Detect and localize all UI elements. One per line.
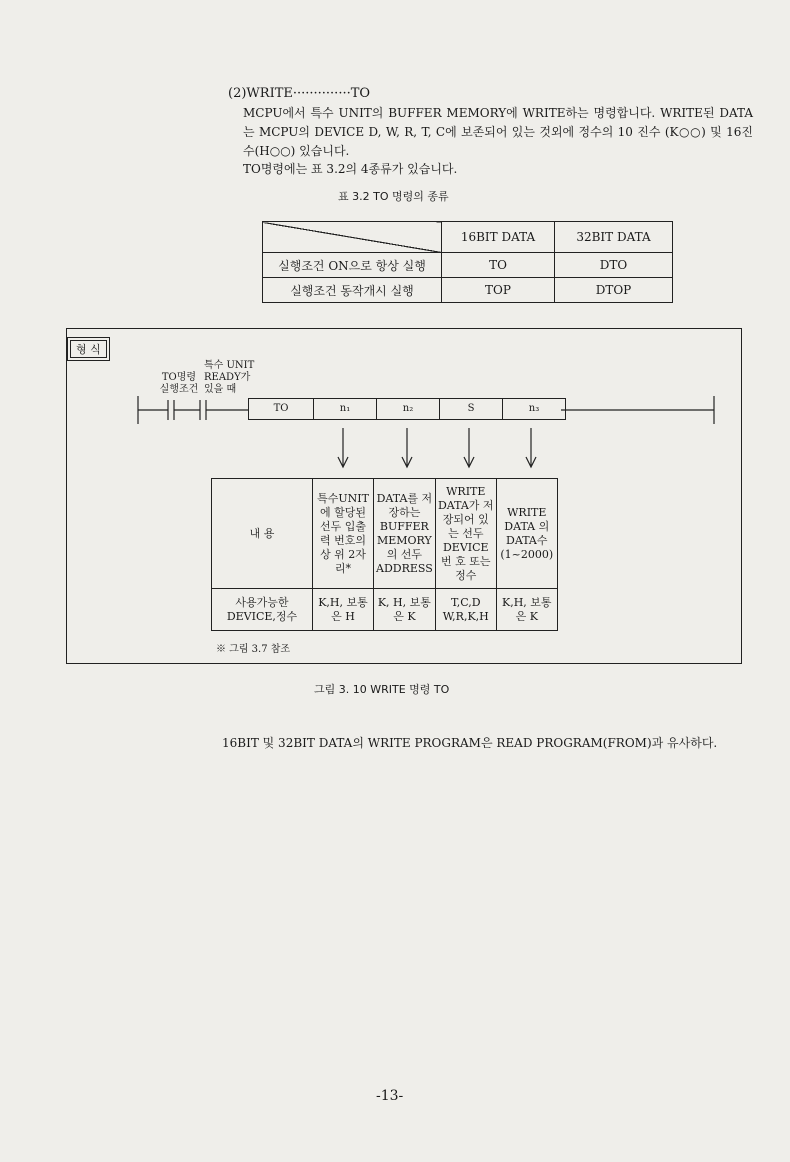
intro-note: TO명령에는 표 3.2의 4종류가 있습니다.	[243, 162, 458, 176]
cell-32bit: DTO	[555, 253, 673, 278]
operand-device-s: T,C,D W,R,K,H	[435, 589, 496, 631]
cell-16bit: TOP	[442, 278, 555, 303]
operand-s: S	[439, 399, 502, 419]
section-heading: (2)WRITE··············TO	[228, 86, 371, 101]
intro-paragraph: MCPU에서 특수 UNIT의 BUFFER MEMORY에 WRITE하는 명령합니다. WRITE된 DATA는 MCPU의 DEVICE D, W, R, T, C에 보존되어 있는 것외에 정수의 10 진수 (K○○) 및 16진수(H○○) 있습니다.	[243, 106, 753, 158]
operand-n3: n₃	[502, 399, 565, 419]
instruction-op: TO	[273, 403, 289, 414]
operand-device-n1: K,H, 보통은 H	[313, 589, 374, 631]
operand-content-s: WRITE DATA가 저장되어 있는 선두 DEVICE번 호 또는 정수	[435, 479, 496, 589]
operand-table	[211, 478, 558, 631]
operand-n2: n₂	[376, 399, 439, 419]
footnote: ※ 그림 3.7 참조	[216, 644, 291, 655]
operand-device-n2: K, H, 보통은 K	[374, 589, 436, 631]
instruction-block	[248, 398, 566, 420]
contact-label-unit-ready: 특수 UNIT READY가 있을 때	[204, 360, 255, 395]
header-16bit: 16BIT DATA	[442, 222, 555, 253]
similar-program-text: 16BIT 및 32BIT DATA의 WRITE PROGRAM은 READ PROGRAM(FROM)과 유사하다.	[222, 736, 718, 750]
operand-content-n2: DATA를 저장하는 BUFFER MEMORY 의 선두 ADDRESS	[374, 479, 436, 589]
operand-content-n1: 특수UNIT 에 할당된 선두 입출력 번호의 상 위 2자리*	[313, 479, 374, 589]
figure-caption: 그림 3. 10 WRITE 명령 TO	[314, 683, 450, 696]
page-number: -13-	[376, 1088, 404, 1104]
table-caption: 표 3.2 TO 명령의 종류	[338, 190, 449, 203]
header-32bit: 32BIT DATA	[555, 222, 673, 253]
row-label: 실행조건 ON으로 항상 실행	[263, 253, 442, 278]
cell-32bit: DTOP	[555, 278, 673, 303]
operand-content-n3: WRITE DATA 의 DATA수 (1~2000)	[496, 479, 557, 589]
contact-label-execution: TO명령 실행조건	[159, 372, 199, 395]
operand-n1: n₁	[313, 399, 376, 419]
operand-device-n3: K,H, 보통은 K	[496, 589, 557, 631]
row-label: 실행조건 동작개시 실행	[263, 278, 442, 303]
format-title: 형 식	[70, 340, 107, 358]
row-label-device: 사용가능한 DEVICE,정수	[212, 589, 313, 631]
row-label-content: 내 용	[212, 479, 313, 589]
cell-16bit: TO	[442, 253, 555, 278]
